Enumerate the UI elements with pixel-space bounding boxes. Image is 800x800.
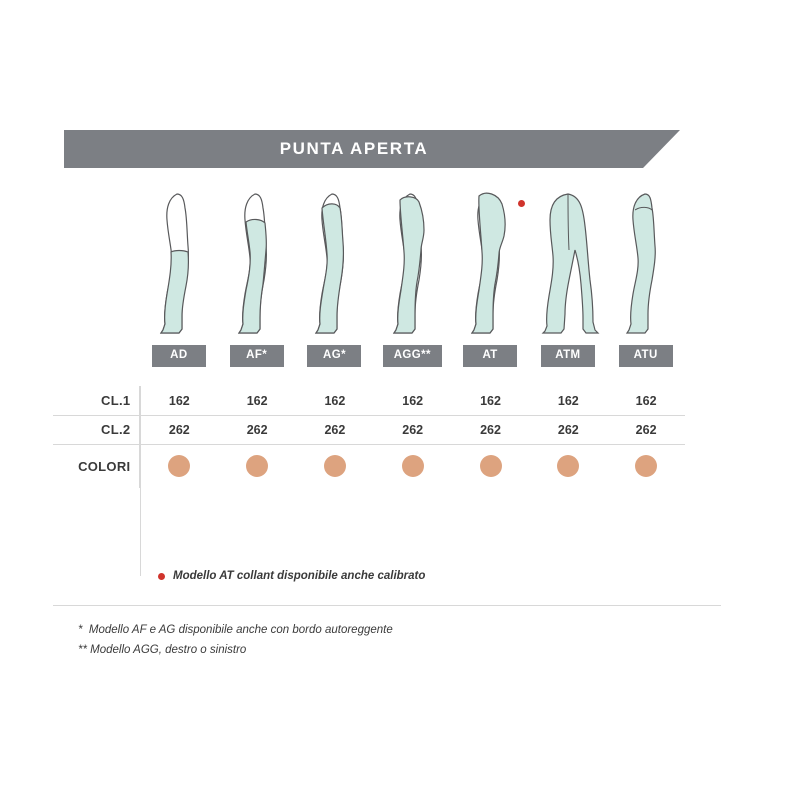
row-cells-colori [139, 444, 685, 488]
model-chip-ag[interactable]: AG* [307, 345, 361, 367]
cell-cl1-atm: 162 [557, 393, 579, 408]
model-label-cell-ag [296, 345, 374, 367]
figure-ad [140, 186, 218, 338]
model-chip-at[interactable]: AT [463, 345, 517, 367]
cell-cl2-ad: 262 [168, 422, 190, 437]
color-cell-af [218, 455, 296, 477]
model-label-cell-af [218, 345, 296, 367]
banner [64, 130, 680, 168]
row-header-cl2: CL.2 [101, 422, 131, 437]
cell-cl2-ag: 262 [324, 422, 346, 437]
model-chip-ad[interactable]: AD [152, 345, 206, 367]
figure-atm [529, 186, 607, 338]
cell-cl1-atu: 162 [635, 393, 657, 408]
page-title: PUNTA APERTA [279, 139, 429, 158]
at-calibrated-marker-dot [518, 200, 525, 207]
figure-at [451, 186, 529, 338]
table-row-cl1 [53, 386, 685, 416]
cell-cl1-ag: 162 [324, 393, 346, 408]
table-row-cl2 [53, 415, 685, 445]
knee-high-stocking-icon [149, 190, 209, 338]
model-chip-agg[interactable]: AGG** [383, 345, 442, 367]
footnotes [78, 620, 393, 660]
color-cell-at [452, 455, 530, 477]
row-cells-cl1 [139, 386, 685, 415]
color-swatch-agg[interactable] [402, 455, 424, 477]
model-label-cell-ad [140, 345, 218, 367]
red-dot-icon [158, 573, 165, 580]
model-label-row [140, 345, 685, 367]
row-header-cl1: CL.1 [101, 393, 131, 408]
model-label-cell-atm [529, 345, 607, 367]
long-thigh-stocking-icon [304, 190, 364, 338]
model-chip-af[interactable]: AF* [230, 345, 284, 367]
red-note-text: Modello AT collant disponibile anche calibrato [173, 570, 426, 582]
figure-row [140, 186, 685, 338]
model-label-cell-at [451, 345, 529, 367]
figure-agg [373, 186, 451, 338]
cell-cl2-agg: 262 [402, 422, 424, 437]
model-chip-atu[interactable]: ATU [619, 345, 673, 367]
full-pantyhose-icon [535, 190, 601, 338]
color-swatch-ag[interactable] [324, 455, 346, 477]
footnote-divider [53, 605, 721, 606]
cell-cl1-at: 162 [480, 393, 501, 408]
figure-af [218, 186, 296, 338]
model-label-cell-agg [373, 345, 451, 367]
cell-cl1-agg: 162 [402, 393, 424, 408]
maternity-pantyhose-icon [458, 190, 522, 338]
cell-cl2-atu: 262 [635, 422, 657, 437]
model-chip-atm[interactable]: ATM [541, 345, 595, 367]
color-swatch-af[interactable] [246, 455, 268, 477]
footnote-double-asterisk: ** Modello AGG, destro o sinistro [78, 644, 247, 656]
color-cell-ag [296, 455, 374, 477]
figure-atu [607, 186, 685, 338]
red-note [158, 570, 425, 582]
color-cell-atu [607, 455, 685, 477]
cell-cl1-ad: 162 [168, 393, 190, 408]
cell-cl2-af: 262 [246, 422, 268, 437]
model-label-cell-atu [607, 345, 685, 367]
footnote-single-asterisk: * Modello AF e AG disponibile anche con bordo autoreggente [78, 624, 393, 636]
color-swatch-atu[interactable] [635, 455, 657, 477]
one-leg-pantyhose-icon [380, 190, 444, 338]
cell-cl2-at: 262 [480, 422, 501, 437]
color-cell-agg [374, 455, 452, 477]
row-header-colori: COLORI [78, 458, 131, 474]
color-swatch-atm[interactable] [557, 455, 579, 477]
color-cell-atm [529, 455, 607, 477]
color-cell-ad [140, 455, 218, 477]
cell-cl1-af: 162 [246, 393, 268, 408]
color-swatch-at[interactable] [480, 455, 502, 477]
color-swatch-ad[interactable] [168, 455, 190, 477]
figure-ag [296, 186, 374, 338]
thigh-high-stocking-icon [227, 190, 287, 338]
unisex-pantyhose-icon [615, 190, 677, 338]
table-row-colori [53, 444, 685, 488]
cell-cl2-atm: 262 [557, 422, 579, 437]
row-cells-cl2 [139, 415, 685, 444]
